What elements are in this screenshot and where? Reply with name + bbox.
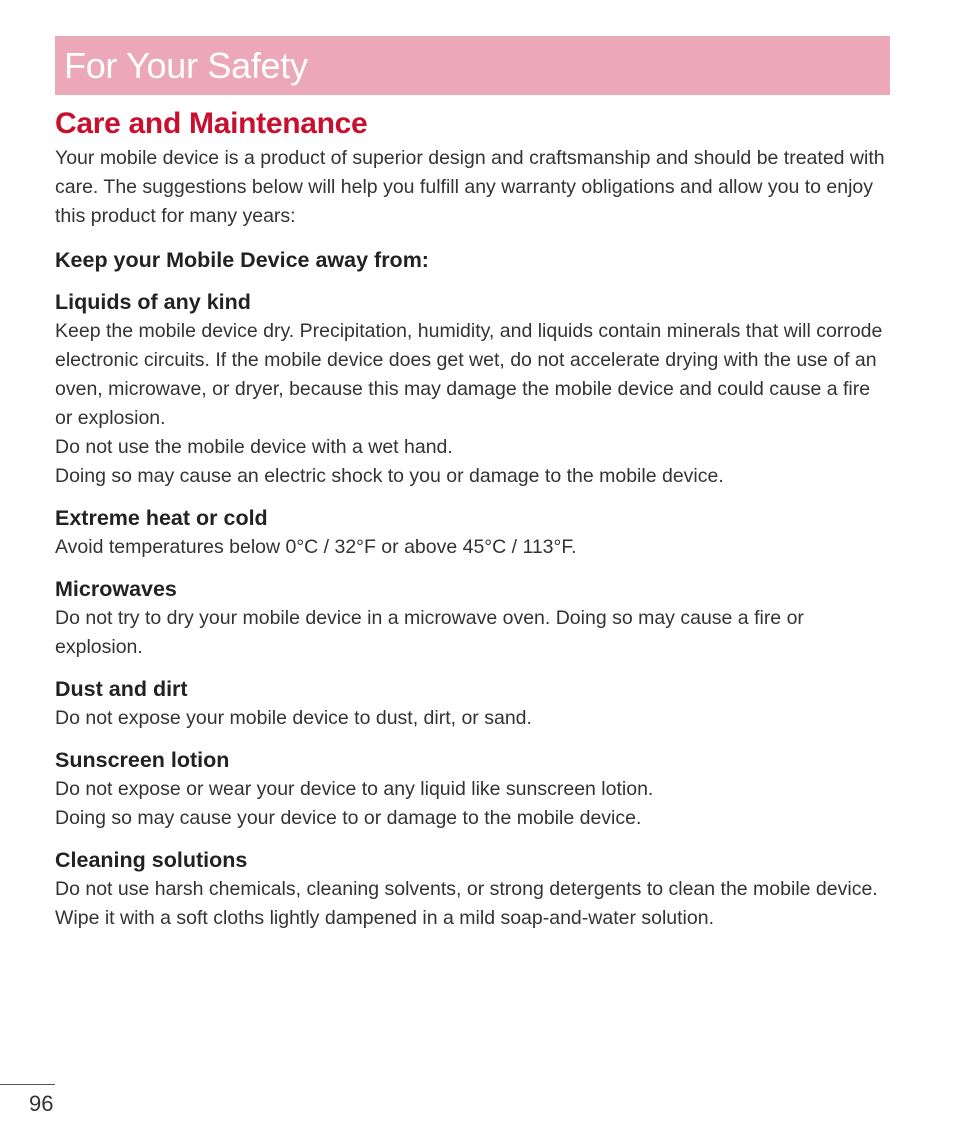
- liquids-paragraph-2: Do not use the mobile device with a wet hand.: [55, 436, 453, 458]
- subsection-title-liquids: Liquids of any kind: [55, 290, 251, 314]
- subsection-title-sunscreen: Sunscreen lotion: [55, 748, 230, 772]
- subsection-title-dust: Dust and dirt: [55, 677, 188, 701]
- page-content: [55, 104, 890, 933]
- keep-away-heading: Keep your Mobile Device away from:: [55, 248, 429, 272]
- sunscreen-paragraph-1: Do not expose or wear your device to any liquid like sunscreen lotion.: [55, 778, 654, 800]
- liquids-paragraph-1: Keep the mobile device dry. Precipitation, humidity, and liquids contain minerals that will corrode electronic circuits. If the mobile device does get wet, do not accelerate drying with the use of an oven, microwave, or dryer, because this may damage the mobile device and could cause a fire or explosion.: [55, 320, 883, 429]
- subsection-title-microwaves: Microwaves: [55, 577, 177, 601]
- extreme-heat-paragraph: Avoid temperatures below 0°C / 32°F or above 45°C / 113°F.: [55, 536, 577, 558]
- liquids-paragraph-3: Doing so may cause an electric shock to you or damage to the mobile device.: [55, 465, 724, 487]
- sunscreen-paragraph-2: Doing so may cause your device to or damage to the mobile device.: [55, 807, 642, 829]
- dust-paragraph: Do not expose your mobile device to dust, dirt, or sand.: [55, 707, 532, 729]
- cleaning-paragraph-2: Wipe it with a soft cloths lightly dampened in a mild soap-and-water solution.: [55, 907, 714, 929]
- cleaning-paragraph-1: Do not use harsh chemicals, cleaning solvents, or strong detergents to clean the mobile device.: [55, 878, 878, 900]
- footer-divider: [0, 1084, 55, 1085]
- microwaves-paragraph: Do not try to dry your mobile device in a microwave oven. Doing so may cause a fire or explosion.: [55, 607, 804, 658]
- banner-title: For Your Safety: [64, 45, 308, 86]
- intro-paragraph: Your mobile device is a product of superior design and craftsmanship and should be treated with care. The suggestions below will help you fulfill any warranty obligations and allow you to enjoy this product for many years:: [55, 147, 885, 227]
- subsection-title-cleaning: Cleaning solutions: [55, 848, 248, 872]
- page-title: Care and Maintenance: [55, 107, 368, 140]
- page-number: 96: [29, 1091, 54, 1116]
- subsection-title-extreme-heat: Extreme heat or cold: [55, 506, 268, 530]
- section-banner: [55, 36, 890, 95]
